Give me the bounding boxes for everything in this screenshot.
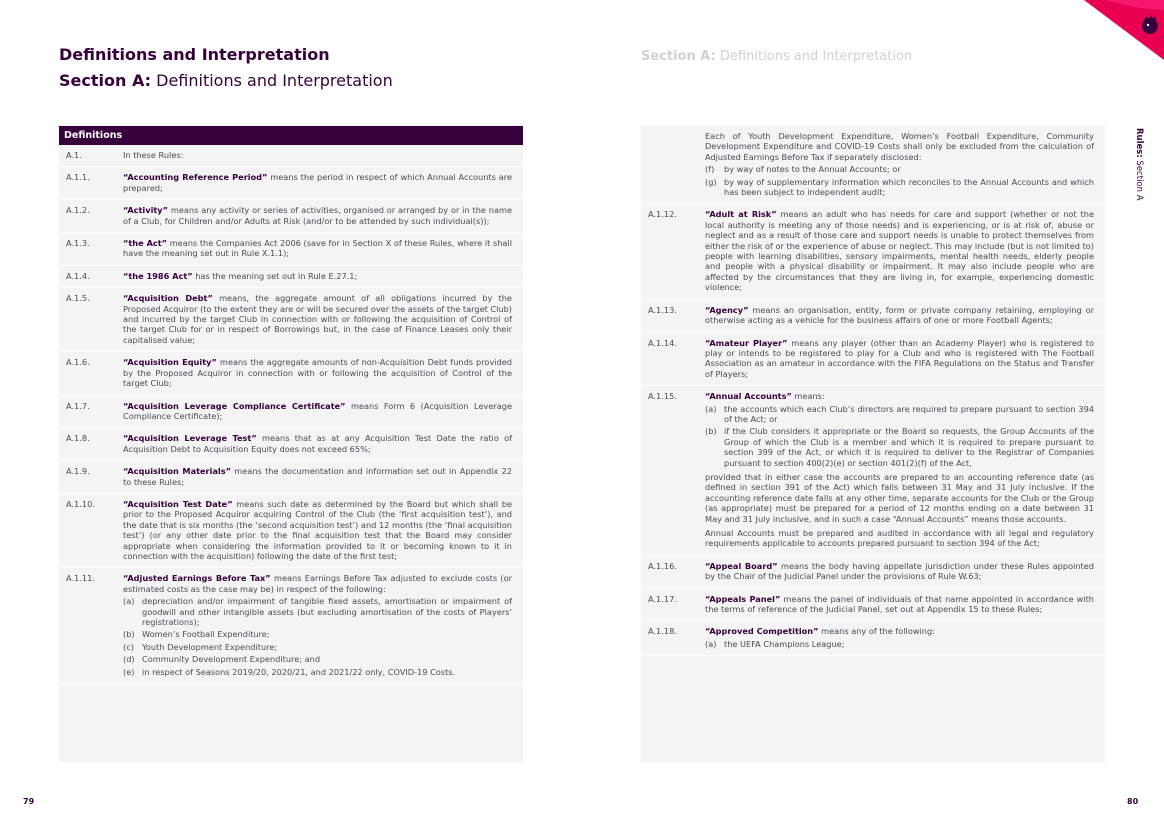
- definition-body: means any activity or series of activities, organised or arranged by or in the name of a Club, for Children and/or Adults at Risk (and/or to be attended by such individual(s));: [123, 205, 512, 226]
- table-header: Definitions: [59, 126, 523, 145]
- defined-term: “Annual Accounts”: [705, 391, 792, 402]
- definition-body: means the period in respect of which Annual Accounts are prepared;: [123, 172, 512, 193]
- definition-body: means the aggregate amounts of non-Acquisition Debt funds provided by the Proposed Acquiror in connection with or following the acquisition of Control of the target Club;: [123, 357, 512, 389]
- definition-body: means an organisation, entity, form or private company retaining, employing or otherwise acting as a vehicle for the business affairs of one or more Football Agents;: [705, 304, 1094, 326]
- clause-text: [123, 396, 512, 428]
- clause-text: [705, 621, 1094, 655]
- sub-clause: [123, 596, 512, 627]
- defined-term: “Adult at Risk”: [705, 209, 777, 220]
- clause-text: [123, 167, 512, 199]
- clause-text: [123, 145, 512, 166]
- sub-clause-label: (a): [705, 638, 717, 649]
- definition-row: [59, 200, 523, 233]
- sub-clause-label: (d): [123, 654, 135, 665]
- definition-body: means that as at any Acquisition Test Date the ratio of Acquisition Debt to Acquisition Equity does not exceed 65%;: [123, 433, 512, 454]
- left-page-title: Definitions and Interpretation: [59, 45, 330, 64]
- clause-text: [705, 300, 1094, 332]
- sub-clause-label: (g): [705, 176, 717, 187]
- definition-row: [641, 556, 1105, 589]
- sub-clause-label: (c): [123, 641, 134, 652]
- clause-text: [123, 233, 512, 265]
- page-number-right: 80: [1127, 797, 1139, 806]
- definition-row: [59, 266, 523, 288]
- definition-row: [59, 233, 523, 266]
- definition-row: [59, 396, 523, 429]
- definition-row: [641, 126, 1105, 204]
- clause-text: [123, 494, 512, 567]
- clause-text: [705, 126, 1094, 203]
- definition-body: means, the aggregate amount of all obligations incurred by the Proposed Acquiror (to the extent they are or will be secured over the assets of the target Club) and incurred by the target Club in connection with or following the acquisition of Control of the target Club for or in respect of Borrowings but, in the case of Finance Leases only their capitalised value;: [123, 293, 512, 345]
- sub-clause-label: (a): [705, 403, 717, 414]
- sub-clause-label: (a): [123, 596, 135, 607]
- left-section-heading: [59, 71, 393, 90]
- definition-body: means an adult who has needs for care and support (whether or not the local authority is meeting any of those needs) and is experiencing, or is at risk of, abuse or neglect and as a result of those care and support needs is unable to protect themselves from either the risk of or the experience of abuse or neglect. This may include (but is not limited to) people with learning disabilities, sensory impairments, mental health needs, elderly people and people with a physical disability or impairment. It may also include people who are affected by the circumstances that they are living in, for example, experiencing domestic violence;: [705, 209, 1094, 293]
- sub-clause-text: Community Development Expenditure; and: [142, 654, 321, 665]
- sub-clause: [705, 426, 1094, 468]
- definition-row: [641, 589, 1105, 622]
- defined-term: “Approved Competition”: [705, 626, 819, 637]
- defined-term: “Adjusted Earnings Before Tax”: [123, 573, 271, 584]
- clause-number: A.1.18.: [648, 626, 677, 637]
- definition-body: has the meaning set out in Rule E.27.1;: [192, 270, 358, 281]
- clause-number: A.1.4.: [66, 270, 90, 281]
- definition-body: means any player (other than an Academy Player) who is registered to play or intends to be registered to play for a Club and who is registered with The Football Association as an amateur in accordance with the FIFA Regulations on the Status and Transfer of Players;: [705, 337, 1094, 379]
- clause-number: A.1.14.: [648, 337, 677, 348]
- clause-number: A.1.: [66, 150, 82, 160]
- clause-text: [705, 204, 1094, 298]
- defined-term: “Acquisition Debt”: [123, 293, 213, 304]
- clause-number: A.1.16.: [648, 560, 677, 571]
- defined-term: “Agency”: [705, 304, 749, 315]
- clause-number: A.1.11.: [66, 573, 95, 584]
- sub-clause-text: the accounts which each Club’s directors are required to prepare pursuant to section 394 of the Act; or: [724, 403, 1094, 424]
- side-section-label: Rules: Section A: [1134, 128, 1144, 201]
- clause-number: A.1.1.: [66, 172, 90, 183]
- definition-body: means the Companies Act 2006 (save for in Section X of these Rules, where it shall have the meaning set out in Rule X.1.1);: [123, 238, 512, 259]
- sub-clause: [705, 177, 1094, 198]
- definition-row: [59, 494, 523, 568]
- sub-clause: [705, 639, 1094, 649]
- defined-term: “Acquisition Leverage Compliance Certificate”: [123, 400, 346, 411]
- clause-number: A.1.3.: [66, 238, 90, 249]
- clause-text: [123, 428, 512, 460]
- defined-term: “Acquisition Equity”: [123, 357, 217, 368]
- section-title: Definitions and Interpretation: [719, 49, 913, 64]
- definition-body: means:: [791, 391, 825, 402]
- definition-body: means the body having appellate jurisdiction under these Rules appointed by the Chair of the Judicial Panel under the provisions of Rule W.63;: [705, 560, 1094, 582]
- sub-clause: [123, 654, 512, 664]
- sub-clause-label: (f): [705, 164, 715, 175]
- sub-clause-text: Women’s Football Expenditure;: [142, 629, 270, 640]
- sub-clause-label: (b): [123, 629, 135, 640]
- defined-term: “Accounting Reference Period”: [123, 172, 268, 183]
- sub-clause-text: if the Club considers it appropriate or the Board so requests, the Group Accounts of the Group of which the Club is a member and which it is required to prepare pursuant to section 399 of the Act, or which it is required to deliver to the Registrar of Companies pursuant to section 400(2)(e) or section 401(2)(f) of the Act,: [724, 426, 1094, 468]
- sub-clause-label: (e): [123, 666, 135, 677]
- clause-text: [123, 200, 512, 232]
- sub-clause-text: depreciation and/or impairment of tangible fixed assets, amortisation or impairment of goodwill and other intangible assets (but excluding amortisation of the costs of Players’ registrations);: [142, 596, 512, 627]
- sub-clause: [123, 667, 512, 677]
- clause-text: [123, 352, 512, 394]
- clause-text: [123, 266, 512, 287]
- clause-number: A.1.9.: [66, 466, 90, 477]
- definitions-table-right: [641, 126, 1105, 762]
- definition-row: [641, 386, 1105, 556]
- clause-number: A.1.5.: [66, 293, 90, 304]
- sub-clause-text: by way of notes to the Annual Accounts; or: [724, 164, 901, 175]
- definition-body: means any of the following:: [818, 626, 935, 637]
- defined-term: “Appeals Panel”: [705, 593, 781, 604]
- definition-row: [641, 300, 1105, 333]
- section-label: Section A:: [641, 49, 716, 64]
- defined-term: “Acquisition Materials”: [123, 466, 231, 477]
- clause-paragraph: Annual Accounts must be prepared and audited in accordance with all legal and regulatory requirements applicable to accounts prepared pursuant to section 394 of the Act;: [705, 528, 1094, 549]
- clause-number: A.1.17.: [648, 593, 677, 604]
- sub-clause: [123, 642, 512, 652]
- clause-text: [123, 568, 512, 683]
- definition-body: In these Rules:: [123, 150, 184, 160]
- definition-row: [59, 568, 523, 684]
- corner-accent: [1044, 0, 1164, 60]
- definition-row: [59, 167, 523, 200]
- definition-row: [59, 145, 523, 167]
- clause-number: A.1.7.: [66, 400, 90, 411]
- right-section-heading: [641, 49, 912, 64]
- definition-body: means the panel of individuals of that name appointed in accordance with the terms of reference of the Judicial Panel, set out at Appendix 15 to these Rules;: [705, 593, 1094, 615]
- definition-row: [641, 204, 1105, 299]
- defined-term: “Appeal Board”: [705, 560, 778, 571]
- clause-text: [705, 589, 1094, 621]
- definition-row: [641, 333, 1105, 387]
- clause-number: A.1.12.: [648, 209, 677, 220]
- definition-row: [59, 461, 523, 494]
- clause-number: A.1.2.: [66, 205, 90, 216]
- clause-paragraph: provided that in either case the accounts are prepared to an accounting reference date (as defined in section 391 of the Act) which falls between 31 May and 31 July inclusive. If the accounting reference date falls at any other time, separate accounts for the Club or the Group (as appropriate) must be prepared for a period of 12 months ending on a date between 31 May and 31 July inclusive, and in such a case “Annual Accounts” means those accounts.: [705, 471, 1094, 524]
- definitions-table-left: [59, 126, 523, 762]
- defined-term: “Activity”: [123, 205, 169, 216]
- sub-clause-text: in respect of Seasons 2019/20, 2020/21, and 2021/22 only, COVID-19 Costs.: [142, 666, 456, 677]
- clause-number: A.1.10.: [66, 498, 95, 509]
- definition-row: [59, 352, 523, 395]
- sub-clause-text: by way of supplementary information which reconciles to the Annual Accounts and which has been subject to independent audit;: [724, 176, 1094, 198]
- clause-text: [123, 461, 512, 493]
- sub-clause: [705, 404, 1094, 425]
- definition-body: means such date as determined by the Board but which shall be prior to the Proposed Acquiror acquiring Control of the Club (the ‘first acquisition test’), and the date that is six months (the ‘second acquisition test’) and 12 months (the ‘final acquisition test’) (or any other date prior to the final acquisition test that the Board may consider appropriate when considering the information provided to it or becoming known to it in connection with the acquisition) following the date of the first test;: [123, 498, 512, 561]
- defined-term: “the 1986 Act”: [123, 270, 193, 281]
- defined-term: “Amateur Player”: [705, 337, 788, 348]
- definition-body: Each of Youth Development Expenditure, Women’s Football Expenditure, Community Development Expenditure and COVID-19 Costs shall only be excluded from the calculation of Adjusted Earnings Before Tax if separately disclosed:: [705, 131, 1094, 162]
- sub-clause: [123, 629, 512, 639]
- sub-clause-text: the UEFA Champions League;: [724, 638, 845, 649]
- sub-clause: [705, 164, 1094, 174]
- clause-number: A.1.8.: [66, 433, 90, 444]
- defined-term: “Acquisition Test Date”: [123, 498, 233, 509]
- definition-row: [59, 428, 523, 461]
- section-title: Definitions and Interpretation: [156, 71, 393, 90]
- clause-number: A.1.13.: [648, 304, 677, 315]
- clause-text: [705, 556, 1094, 588]
- defined-term: “the Act”: [123, 238, 168, 249]
- section-label: Section A:: [59, 71, 152, 90]
- page-number-left: 79: [23, 797, 35, 806]
- definition-row: [59, 288, 523, 352]
- clause-number: A.1.15.: [648, 391, 677, 402]
- defined-term: “Acquisition Leverage Test”: [123, 433, 257, 444]
- clause-text: [705, 333, 1094, 386]
- sub-clause-label: (b): [705, 426, 717, 437]
- clause-text: [123, 288, 512, 351]
- clause-number: A.1.6.: [66, 357, 90, 368]
- definition-body: means Earnings Before Tax adjusted to exclude costs (or estimated costs as the case may be) in respect of the following:: [123, 573, 512, 594]
- definition-body: means Form 6 (Acquisition Leverage Compliance Certificate);: [123, 400, 512, 421]
- sub-clause-text: Youth Development Expenditure;: [142, 641, 278, 652]
- definition-body: means the documentation and information set out in Appendix 22 to these Rules;: [123, 466, 512, 487]
- clause-text: [705, 386, 1094, 555]
- definition-row: [641, 621, 1105, 656]
